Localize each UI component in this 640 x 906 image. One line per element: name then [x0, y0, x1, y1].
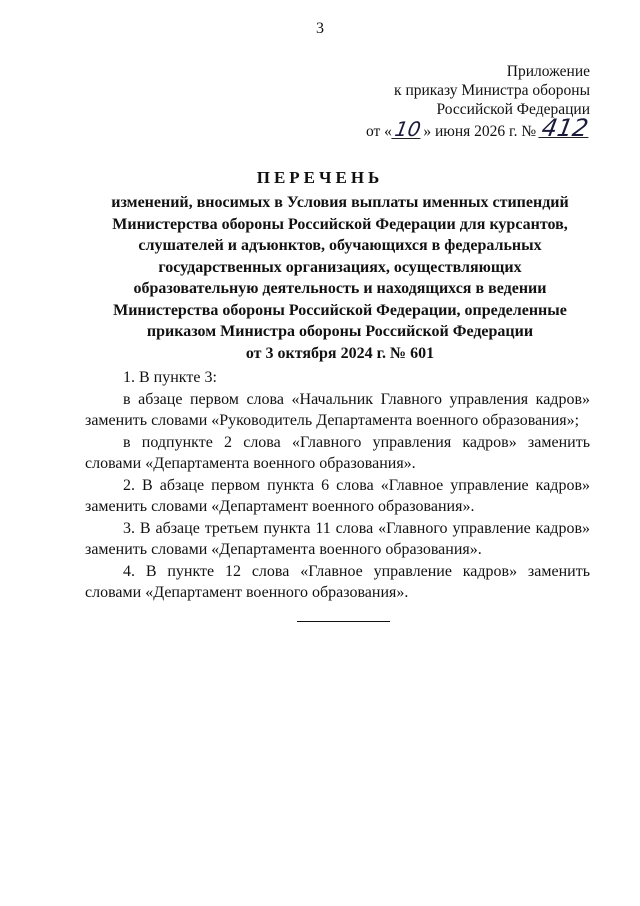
document-body — [85, 367, 590, 604]
document-title: ПЕРЕЧЕНЬ — [256, 168, 384, 187]
date-suffix: » июня 2026 г. № — [423, 123, 537, 140]
subtitle-line: слушателей и адъюнктов, обучающихся в федеральных — [138, 237, 542, 254]
appendix-org: Российской Федерации — [436, 101, 590, 118]
subtitle-line: образовательную деятельность и находящихся в ведении — [133, 280, 547, 297]
paragraph-1-1: в абзаце первом слова «Начальник Главного управления кадров» заменить словами «Руководитель Департамента военного образования»; — [85, 390, 590, 429]
paragraph-1: 1. В пункте 3: — [123, 369, 217, 386]
subtitle-line: Министерства обороны Российской Федерации для курсантов, — [112, 215, 568, 233]
handwritten-day: 10 — [392, 117, 423, 141]
paragraph-4: 4. В пункте 12 слова «Главное управление кадров» заменить словами «Департамент военного образования». — [85, 562, 590, 601]
subtitle-line: от 3 октября 2024 г. № 601 — [245, 344, 435, 362]
handwritten-order-number: 412 — [539, 114, 591, 142]
appendix-order-ref: к приказу Министра обороны — [394, 82, 590, 99]
end-divider — [297, 621, 390, 622]
page-number: 3 — [316, 20, 324, 37]
subtitle-line: Министерства обороны Российской Федерации, определенные — [113, 301, 567, 319]
appendix-header — [366, 62, 590, 141]
appendix-date — [365, 114, 591, 142]
paragraph-3: 3. В абзаце третьем пункта 11 слова «Главного управление кадров» заменить словами «Департамента военного образования». — [85, 519, 590, 558]
document-subtitle — [80, 192, 600, 364]
date-prefix: от « — [365, 123, 392, 140]
appendix-title: Приложение — [506, 63, 590, 80]
paragraph-2: 2. В абзаце первом пункта 6 слова «Главное управление кадров» заменить словами «Департамент военного образования». — [85, 476, 590, 515]
paragraph-1-2: в подпункте 2 слова «Главного управления кадров» заменить словами «Департамента военного образования». — [85, 433, 590, 472]
subtitle-line: приказом Министра обороны Российской Федерации — [146, 323, 534, 340]
subtitle-line: государственных организациях, осуществляющих — [158, 258, 522, 276]
subtitle-line: изменений, вносимых в Условия выплаты именных стипендий — [111, 194, 569, 211]
